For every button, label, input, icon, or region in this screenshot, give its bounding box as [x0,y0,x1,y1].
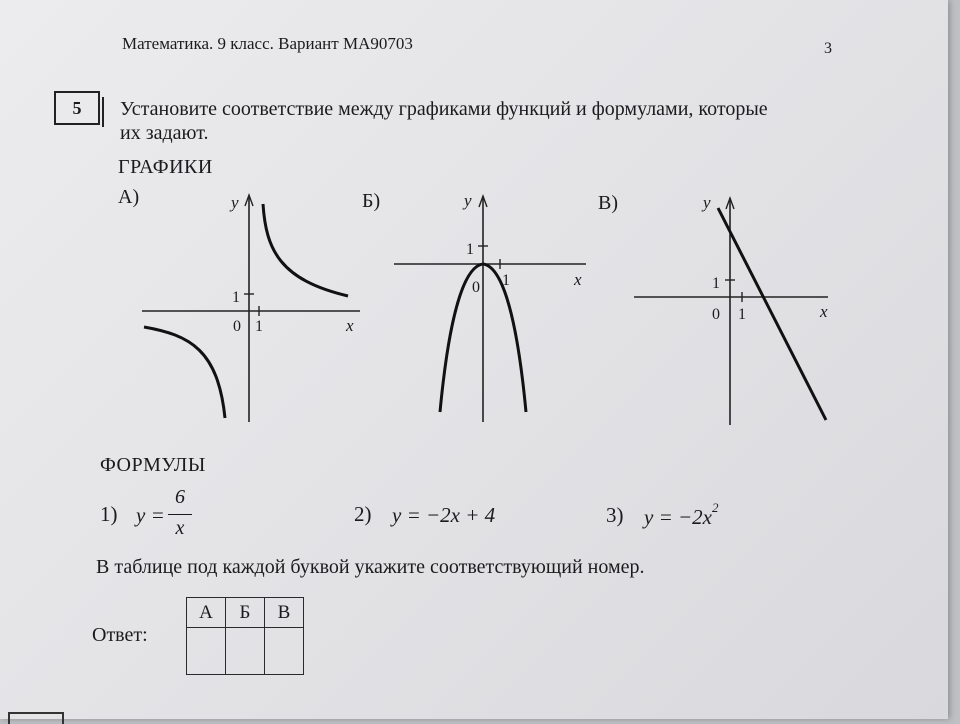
answer-cell-c[interactable] [265,628,304,675]
graph-c-origin: 0 [712,306,720,323]
graph-a-branch-left [144,327,225,418]
graph-a-y-label: y [231,193,239,212]
next-task-box [8,712,64,724]
graph-a-letter: А) [118,186,140,208]
graph-b-x-label: x [574,270,582,289]
graph-b-tick-y-label: 1 [466,241,474,258]
formula-3-number: 3) [606,503,624,527]
graph-a-tick-y-label: 1 [232,289,240,306]
graph-c [628,190,848,430]
task-number-box: 5 [54,91,100,125]
graph-c-y-label: y [703,193,711,212]
graphs-title: ГРАФИКИ [118,156,213,178]
answer-header-a: А [187,598,226,628]
formula-1-fraction-bar [168,514,192,515]
formulas-title: ФОРМУЛЫ [100,454,206,476]
graph-b-y-label: y [464,191,472,210]
task-text-line1: Установите соответствие между графиками функций и формулами, которые [120,98,768,120]
formula-3-exponent: 2 [711,500,719,515]
formula-1-numerator: 6 [175,486,185,508]
graph-b-letter: Б) [362,190,381,212]
graph-a-origin: 0 [233,318,241,335]
graph-b [388,186,598,426]
page-number: 3 [824,40,832,57]
formula-3-base: y = −2x [644,505,712,529]
answer-cell-a[interactable] [187,628,226,675]
graph-a-x-label: x [346,316,354,335]
graph-a-branch-right [263,204,348,296]
answer-header-b: Б [226,598,265,628]
formula-2-number: 2) [354,502,372,526]
answer-table [186,597,304,675]
graph-c-line [718,208,826,420]
formula-1-lhs: y = [136,503,165,527]
graph-c-x-label: x [820,302,828,321]
answer-cell-b[interactable] [226,628,265,675]
instruction-text: В таблице под каждой буквой укажите соответствующий номер. [96,556,645,578]
graph-c-tick-x-label: 1 [738,306,746,323]
graph-a [130,190,370,430]
formula-1-number: 1) [100,502,118,526]
answer-header-c: В [265,598,304,628]
graph-c-letter: В) [598,192,618,214]
answer-label: Ответ: [92,624,148,646]
formula-1-denominator: x [175,517,185,539]
page-header: Математика. 9 класс. Вариант МА90703 [122,34,413,53]
graph-c-tick-y-label: 1 [712,275,720,292]
graph-b-origin: 0 [472,279,480,296]
graph-b-tick-x-label: 1 [502,272,510,289]
formula-2-expr: y = −2x + 4 [392,503,496,527]
formula-3-expr [644,500,719,530]
task-text-line2: их задают. [120,122,209,144]
graph-a-tick-x-label: 1 [255,318,263,335]
